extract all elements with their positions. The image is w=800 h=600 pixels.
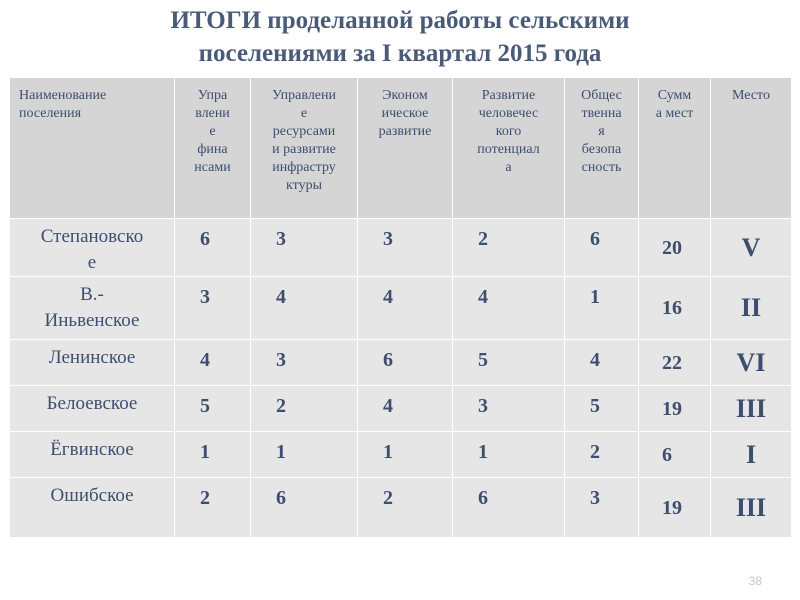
finance-rank-cell: 6 — [175, 219, 251, 277]
resources-rank-cell: 3 — [251, 219, 358, 277]
table-row — [10, 478, 792, 538]
resources-rank-cell: 3 — [251, 340, 358, 386]
safety-rank-cell: 3 — [565, 478, 639, 538]
sum-of-places-cell: 16 — [639, 277, 711, 340]
header-human-potential: Развитие человечес кого потенциал а — [453, 78, 565, 219]
economy-rank-cell: 1 — [358, 432, 453, 478]
economy-rank-cell: 4 — [358, 277, 453, 340]
header-economy: Эконом ическое развитие — [358, 78, 453, 219]
table-row — [10, 277, 792, 340]
table-row — [10, 386, 792, 432]
slide-title-line-2: поселениями за I квартал 2015 года — [198, 40, 602, 67]
place-cell: V — [711, 219, 792, 277]
table-row — [10, 432, 792, 478]
slide-title-line-1: ИТОГИ проделанной работы сельскими — [170, 7, 630, 34]
header-resources: Управлени е ресурсами и развитие инфрастру ктуры — [251, 78, 358, 219]
finance-rank-cell: 3 — [175, 277, 251, 340]
place-cell: II — [711, 277, 792, 340]
header-public-safety: Общес твенна я безопа сность — [565, 78, 639, 219]
place-cell: I — [711, 432, 792, 478]
resources-rank-cell: 2 — [251, 386, 358, 432]
place-cell: III — [711, 386, 792, 432]
safety-rank-cell: 2 — [565, 432, 639, 478]
sum-of-places-cell: 20 — [639, 219, 711, 277]
finance-rank-cell: 5 — [175, 386, 251, 432]
economy-rank-cell: 3 — [358, 219, 453, 277]
sum-of-places-cell: 19 — [639, 478, 711, 538]
resources-rank-cell: 4 — [251, 277, 358, 340]
slide-title — [0, 4, 800, 70]
human-rank-cell: 3 — [453, 386, 565, 432]
finance-rank-cell: 4 — [175, 340, 251, 386]
settlement-name-cell: Ошибское — [10, 478, 175, 538]
safety-rank-cell: 5 — [565, 386, 639, 432]
settlement-name-cell: Ленинское — [10, 340, 175, 386]
human-rank-cell: 2 — [453, 219, 565, 277]
economy-rank-cell: 6 — [358, 340, 453, 386]
human-rank-cell: 1 — [453, 432, 565, 478]
header-sum-of-places: Сумм а мест — [639, 78, 711, 219]
settlement-name-cell: В.- Иньвенское — [10, 277, 175, 340]
safety-rank-cell: 1 — [565, 277, 639, 340]
page-number: 38 — [748, 574, 762, 588]
resources-rank-cell: 6 — [251, 478, 358, 538]
settlement-name-cell: Ёгвинское — [10, 432, 175, 478]
sum-of-places-cell: 22 — [639, 340, 711, 386]
table-row — [10, 340, 792, 386]
human-rank-cell: 6 — [453, 478, 565, 538]
settlement-name-cell: Белоевское — [10, 386, 175, 432]
resources-rank-cell: 1 — [251, 432, 358, 478]
finance-rank-cell: 1 — [175, 432, 251, 478]
finance-rank-cell: 2 — [175, 478, 251, 538]
table-row — [10, 219, 792, 277]
place-cell: VI — [711, 340, 792, 386]
human-rank-cell: 4 — [453, 277, 565, 340]
safety-rank-cell: 6 — [565, 219, 639, 277]
results-table — [9, 77, 792, 538]
place-cell: III — [711, 478, 792, 538]
safety-rank-cell: 4 — [565, 340, 639, 386]
header-place: Место — [711, 78, 792, 219]
human-rank-cell: 5 — [453, 340, 565, 386]
settlement-name-cell: Степановско е — [10, 219, 175, 277]
sum-of-places-cell: 19 — [639, 386, 711, 432]
economy-rank-cell: 4 — [358, 386, 453, 432]
economy-rank-cell: 2 — [358, 478, 453, 538]
header-settlement: Наименование поселения — [10, 78, 175, 219]
header-finance: Упра влени е фина нсами — [175, 78, 251, 219]
table-header-row — [10, 78, 792, 219]
sum-of-places-cell: 6 — [639, 432, 711, 478]
